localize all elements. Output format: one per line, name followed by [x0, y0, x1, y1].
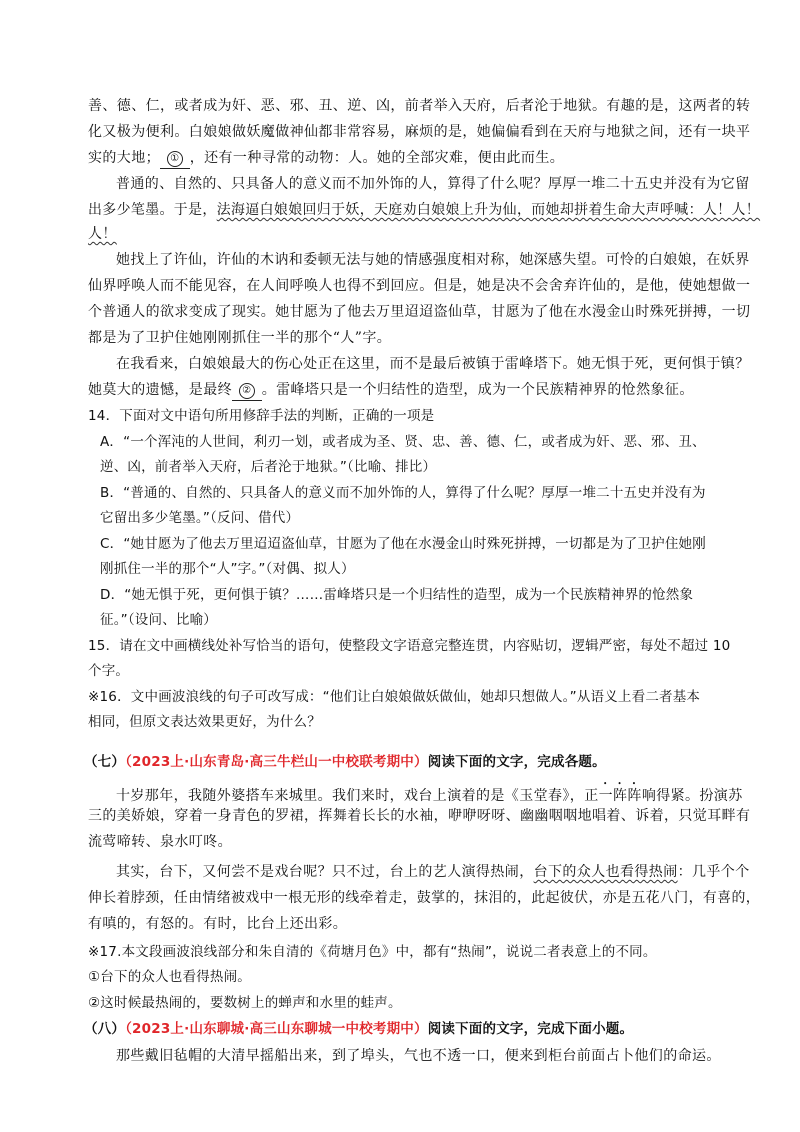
passage-line	[116, 862, 750, 882]
passage-line: 她找上了许仙，许仙的木讷和委顿无法与她的情感强度相对称，她深感失望。可怜的白娘娘，在妖界	[116, 252, 750, 268]
passage-line	[88, 200, 760, 220]
fill-blank-2	[232, 380, 262, 401]
passage-line: 都是为了卫护住她刚刚抓住一半的那个“人”字。	[88, 330, 392, 346]
question-17-option-2: ②这时候最热闹的，要数树上的蝉声和水里的蛙声。	[88, 995, 402, 1011]
passage-line	[88, 380, 694, 401]
option-b-cont: 它留出多少笔墨。”（反问、借代）	[100, 510, 300, 526]
text-segment: 十岁那年，我随外婆搭车来城里。我们来时，戏台上演着的是《玉堂春》，正	[116, 788, 599, 804]
passage-line: 仙界呼唤人而不能见容，在人间呼唤人也得不到回应。但是，她是决不会舍弃许仙的，是他，使她想做一	[88, 278, 751, 294]
question-15: 15．请在文中画横线处补写恰当的语句，使整段文字语意完整连贯，内容贴切，逻辑严密，每处不超过 10	[88, 638, 731, 654]
passage-line: 那些戴旧毡帽的大清早摇船出来，到了埠头，气也不透一口，便来到柜台前面占卜他们的命运。	[116, 1048, 721, 1064]
question-16: ※16．文中画波浪线的句子可改写成：“他们让白娘娘做妖做仙，她却只想做人。”从语义上看二者基本	[88, 689, 701, 705]
passage-line	[88, 224, 117, 244]
wavy-underlined-sentence: 法海逼白娘娘回归于妖，天庭劝白娘娘上升为仙，而她却拼着生命大声呼喊：人！人！	[216, 202, 761, 218]
section-7-header	[84, 752, 606, 772]
text-segment: 其实，台下，又何尝不是戏台呢？只不过，台上的艺人演得热闹，	[116, 864, 534, 880]
option-b: B．“普通的、自然的、只具备人的意义而不加外饰的人，算得了什么呢？厚厚一堆二十五史并没有为	[100, 485, 706, 501]
text-segment: 实的大地；	[88, 150, 160, 166]
passage-line	[88, 148, 564, 169]
passage-line: 普通的、自然的、只具备人的意义而不加外饰的人，算得了什么呢？厚厚一堆二十五史并没有为它留	[116, 176, 750, 192]
text-segment: ，还有一种寻常的动物：人。她的全部灾难，便由此而生。	[189, 150, 565, 166]
text-segment: ：几乎个个	[677, 864, 750, 880]
passage-line: 个普通人的欲求变成了现实。她甘愿为了他去万里迢迢盗仙草，甘愿为了他在水漫金山时殊死拼搏，一切	[88, 304, 751, 320]
passage-line: 有嗔的，有怒的。有时，比台上还出彩。	[88, 916, 348, 932]
source-label: （2023上·山东聊城·高三山东聊城一中校考期中）	[125, 1021, 428, 1037]
emphasis-dotted-text: 一阵阵	[598, 788, 642, 804]
option-c: C．“她甘愿为了他去万里迢迢盗仙草，甘愿为了他在水漫金山时殊死拼搏，一切都是为了卫护住她刚	[100, 536, 706, 552]
blank-number: ①	[167, 151, 183, 167]
text-segment: 她莫大的遗憾，是最终	[88, 382, 232, 398]
question-17-option-1: ①台下的众人也看得热闹。	[88, 969, 252, 985]
option-d-cont: 征。”（设问、比喻）	[100, 612, 217, 628]
option-a: A．“一个浑沌的人世间，利刃一划，或者成为圣、贤、忠、善、德、仁，或者成为奸、恶、邪、丑、	[100, 434, 706, 450]
passage-line: 三的美娇娘，穿着一身青色的罗裙，挥舞着长长的水袖，咿咿呀呀、幽幽咽咽地唱着、诉着，只觉耳畔有	[88, 808, 751, 824]
section-8-header	[84, 1019, 633, 1039]
passage-line: 伸长着脖颈，任由情绪被戏中一根无形的线牵着走，鼓掌的，抹泪的，此起彼伏，亦是五花八门，有喜的，	[88, 890, 761, 906]
question-14-stem: 14．下面对文中语句所用修辞手法的判断，正确的一项是	[88, 408, 435, 424]
passage-line: 流莺啼转、泉水叮咚。	[88, 834, 232, 850]
passage-line: 善、德、仁，或者成为奸、恶、邪、丑、逆、凶，前者举入天府，后者沦于地狱。有趣的是，这两者的转	[88, 98, 751, 114]
question-17: ※17.本文段画波浪线部分和朱自清的《荷塘月色》中，都有“热闹”，说说二者表意上的不同。	[88, 944, 657, 960]
option-a-cont: 逆、凶，前者举入天府，后者沦于地狱。”（比喻、排比）	[100, 459, 437, 475]
passage-line: 在我看来，白娘娘最大的伤心处正在这里，而不是最后被镇于雷峰塔下。她无惧于死，更何惧于镇？	[116, 356, 750, 372]
fill-blank-1	[160, 148, 190, 169]
option-c-cont: 刚抓住一半的那个“人”字。”（对偶、拟人）	[100, 561, 355, 577]
section-instruction: 阅读下面的文字，完成各题。	[427, 754, 606, 770]
text-segment: 。雷峰塔只是一个归结性的造型，成为一个民族精神界的怆然象征。	[261, 382, 694, 398]
section-number: （八）	[84, 1021, 126, 1037]
section-instruction: 阅读下面的文字，完成下面小题。	[427, 1021, 634, 1037]
question-16-cont: 相同，但原文表达效果更好，为什么？	[88, 714, 321, 730]
source-label: （2023上·山东青岛·高三牛栏山一中校联考期中）	[125, 754, 428, 770]
passage-line: 化又极为便利。白娘娘做妖魔做神仙都非常容易，麻烦的是，她偏偏看到在天府与地狱之间，还有一块平	[88, 124, 751, 140]
passage-line	[116, 780, 743, 806]
text-segment: 出多少笔墨。于是，	[88, 202, 217, 218]
wavy-underlined-sentence: 人！	[88, 226, 117, 242]
section-number: （七）	[84, 754, 126, 770]
wavy-underlined-sentence: 台下的众人也看得热闹	[533, 864, 678, 880]
question-15-cont: 个字。	[88, 663, 130, 679]
option-d: D．“她无惧于死，更何惧于镇？……雷峰塔只是一个归结性的造型，成为一个民族精神界的怆然象	[100, 587, 694, 603]
text-segment: 响得紧。扮演苏	[641, 788, 743, 804]
blank-number: ②	[239, 383, 255, 399]
